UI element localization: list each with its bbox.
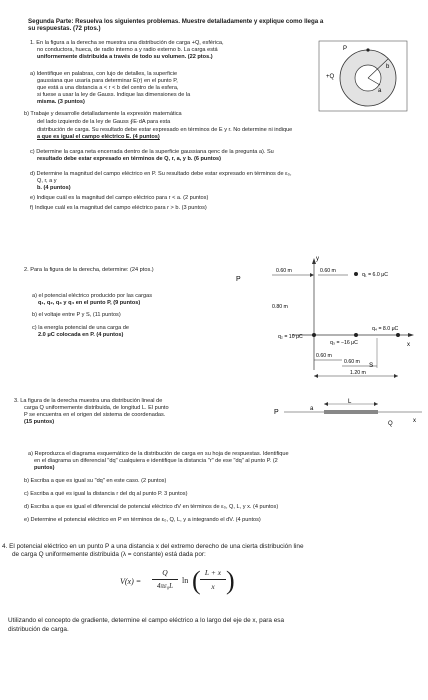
p1-b-2: del lado izquierdo de la ley de Gauss ∮E·dA para esta — [37, 119, 171, 125]
p3-e: e) Determine el potencial eléctrico en P en términos de ε₀, Q, L, y a integrando el dV. (4 puntos) — [24, 517, 261, 523]
p3-a-1: a) Reproduzca el diagrama esquemático de la distribución de carga en su hoja de respuestas. Identifique — [28, 451, 289, 457]
label-q: +Q — [326, 74, 335, 80]
y-axis-label: y — [316, 256, 319, 262]
p1-a-4: si fuese a usar la ley de Gauss. Indique las dimensiones de la — [37, 92, 191, 98]
label-p: P — [343, 46, 348, 52]
p4-intro-1: 4. El potencial eléctrico en un punto P a una distancia x del extremo derecho de una cierta distribución line — [2, 543, 304, 550]
p1-b-4: a que es igual el campo eléctrico E. (4 puntos) — [37, 134, 160, 140]
formula-fden: x — [211, 582, 215, 591]
p1-e: e) Indique cuál es la magnitud del campo eléctrico para r < a. (2 puntos) — [30, 195, 209, 201]
label-p: P — [236, 276, 241, 283]
charge-q1 — [354, 272, 358, 276]
header-line-2: su respuestas. (72 ptos.) — [28, 25, 101, 32]
p4-intro-2: de carga Q uniformemente distribuida (λ = constante) está dada por: — [12, 551, 206, 558]
formula-fnum: L + x — [204, 568, 222, 577]
p3-intro-1: 3. La figura de la derecha muestra una distribución lineal de — [14, 398, 163, 404]
label-x: x — [413, 418, 416, 424]
line-charge-figure — [272, 398, 422, 432]
formula-num: Q — [162, 568, 168, 577]
label-q3: q₃ = −16 μC — [330, 340, 358, 346]
label-q: Q — [388, 421, 393, 427]
label-b: b — [386, 64, 390, 70]
p1-intro-1: 1. En la figura a la derecha se muestra una distribución de carga +Q, esférica, — [30, 40, 224, 46]
p3-b: b) Escriba a que es igual su "dq" en este caso. (2 puntos) — [24, 478, 167, 484]
dim-bottom-2: 0.60 m — [344, 359, 360, 365]
p1-a-5: misma. (3 puntos) — [37, 99, 85, 105]
x-axis-label: x — [407, 342, 410, 348]
header-line-1: Segunda Parte: Resuelva los siguientes problemas. Muestre detalladamente y explique como llega a — [28, 18, 324, 25]
formula-paren-right: ) — [226, 566, 235, 595]
p2-c-1: c) la energía potencial de una carga de — [32, 325, 130, 331]
formula-lhs: V(x) = — [120, 577, 142, 586]
label-a: a — [378, 88, 382, 94]
p1-c-2: resultado debe estar expresado en términos de Q, r, a, y b. (6 puntos) — [37, 156, 222, 162]
p1-intro-2: no conductora, hueca, de radio interno a y radio externo b. La carga está — [37, 47, 218, 53]
label-q1: q₁ = 6.0 μC — [362, 272, 388, 278]
p3-intro-3: P se encuentra en el origen del sistema de coordenadas. — [24, 412, 166, 418]
p4-outro-1: Utilizando el concepto de gradiente, determine el campo eléctrico a lo largo del eje de x, para esa — [8, 617, 285, 624]
charge-q4 — [396, 333, 400, 337]
dim-vertical: 0.80 m — [272, 304, 288, 310]
charge-q3 — [354, 333, 358, 337]
p1-c-1: c) Determine la carga neta encerrada dentro de la superficie gaussiana qenc de la pregunta a). Su — [30, 149, 274, 155]
formula-den: 4πε₀L — [156, 582, 174, 590]
p2-c-2: 2.0 μC colocada en P. (4 puntos) — [38, 332, 124, 338]
point-p — [366, 48, 369, 51]
p2-b: b) el voltaje entre P y S, (11 puntos) — [32, 312, 121, 318]
dim-y-q1: 0.60 m — [320, 268, 336, 274]
p3-a-2: en el diagrama un diferencial "dq" cualquiera e identifique la distancia "r" de ese "dq" al punto P. (2 — [34, 458, 278, 464]
formula-fbar — [200, 579, 226, 580]
p1-a-1: a) Identifique en palabras, con lujo de detalles, la superficie — [30, 71, 178, 77]
p1-d-3: b. (4 puntos) — [37, 185, 71, 191]
charge-q2 — [312, 333, 316, 337]
p3-c: c) Escriba a qué es igual la distancia r del dq al punto P. 3 puntos) — [24, 491, 188, 497]
charged-rod — [324, 410, 378, 414]
p3-d: d) Escriba a que es igual el diferencial de potencial eléctrico dV en términos de ε₀, Q, L, y x. (4 puntos) — [24, 504, 279, 510]
p1-a-2: gaussiana que usaría para determinar E(r) en el punto P, — [37, 78, 178, 84]
dim-bottom-3: 1.20 m — [350, 370, 366, 376]
p2-intro: 2. Para la figura de la derecha, determine: (24 ptos.) — [24, 267, 154, 273]
dim-p-y: 0.60 m — [276, 268, 292, 274]
p2-a-1: a) el potencial eléctrico producido por las cargas — [32, 293, 153, 299]
p1-a-3: que está a una distancia a < r < b del centro de la esfera, — [37, 85, 179, 91]
label-q4: q₄ = 8.0 μC — [372, 326, 399, 332]
formula-ln: ln — [182, 576, 189, 585]
p3-intro-4: (15 puntos) — [24, 419, 55, 425]
p1-b-1: b) Trabaje y desarrolle detalladamente la expresión matemática — [24, 111, 182, 117]
dim-bottom-1: 0.60 m — [316, 353, 332, 359]
p1-d-2: Q, r, a y — [37, 178, 57, 184]
potential-formula — [120, 566, 260, 602]
p1-intro-3: uniformemente distribuida a través de todo su volumen. (22 ptos.) — [37, 54, 213, 60]
p4-outro-2: distribución de carga. — [8, 626, 69, 633]
p2-a-2: q₁, q₂, q₃ y q₄ en el punto P, (9 puntos) — [38, 300, 141, 306]
formula-paren-left: ( — [192, 566, 201, 595]
sphere-figure — [318, 40, 408, 112]
label-l: L — [348, 399, 352, 405]
p3-intro-2: carga Q uniformemente distribuida, de longitud L. El punto — [24, 405, 169, 411]
label-q2: q₂ = 10 μC — [278, 334, 303, 340]
p3-a-3: puntos) — [34, 465, 55, 471]
label-s: S — [369, 362, 374, 369]
charges-figure — [232, 250, 422, 400]
label-a: a — [310, 406, 314, 412]
p1-b-3: distribución de carga. Su resultado debe estar expresado en términos de E y r. No determine ni indique — [37, 127, 293, 133]
label-p: P — [274, 409, 279, 416]
p1-f: f) Indique cuál es la magnitud del campo eléctrico para r > b. (3 puntos) — [30, 205, 207, 211]
p1-d-1: d) Determine la magnitud del campo eléctrico en P. Su resultado debe estar expresado en términos de ε₀, — [30, 171, 292, 177]
formula-bar — [152, 579, 178, 580]
